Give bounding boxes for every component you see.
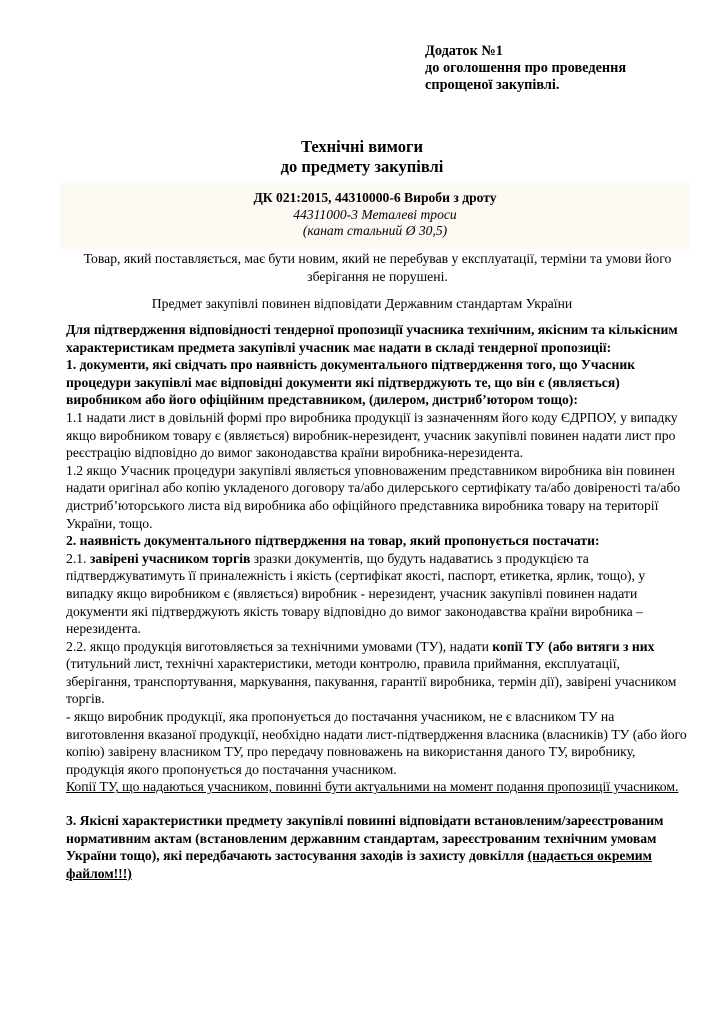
section-3-underlined: (надається окремим файлом!!!): [66, 848, 652, 881]
section-2-2: [66, 638, 688, 708]
section-2-heading: 2. наявність документального підтвердження на товар, який пропонується постачати:: [66, 533, 600, 549]
section-2-1-text: зразки документів, що будуть надаватись з продукцією та підтверджуватимуть її приналежність і якість (сертифікат якості, паспорт, етикетка, ярлик, тощо), у випадку якщо виробником є (являється) виробник - нерезидент, учасник закупівлі повинен надати документи які підтверджують якість товару відповідно до вимог законодавства країни виробника – нерезидента.: [66, 550, 646, 637]
section-1-heading: 1. документи, які свідчать про наявність документального підтвердження того, що Учасник процедури закупівлі має відповідні документи які підтверджують те, що він є (являється) виробником або його офіційним представником, (дилером, дистриб’ютором тощо):: [66, 357, 636, 408]
section-2-2-bold: копії ТУ (або витяги з них: [492, 638, 655, 654]
dk-subcode: 44311000-3 Металеві троси: [293, 206, 457, 222]
dk-classification: [60, 190, 690, 240]
section-2-2-note: - якщо виробник продукції, яка пропонується до постачання учасником, не є власником ТУ на виготовлення вказаної продукції, необхідно надати лист-підтвердження власника (власників) ТУ (або його копію) завірену власником ТУ, про передачу повноважень на використання даного ТУ, виробнику, продукція якого пропонується до постачання учасником.: [66, 709, 687, 777]
section-2-1-number: 2.1.: [66, 550, 87, 566]
section-3-text: 3. Якісні характеристики предмету закупівлі повинні відповідати встановленим/зареєстрованим нормативним актам (встановленим державним стандартам, зареєстрованим технічним умовам України тощо), які передбачають застосування заходів із захисту довкілля: [66, 813, 664, 864]
section-2-1-bold: завірені учасником торгів: [89, 550, 251, 566]
standard-note: Предмет закупівлі повинен відповідати Державним стандартам України: [151, 296, 573, 311]
section-2-1: [66, 550, 688, 638]
annex-line-2: до оголошення про проведення: [425, 60, 627, 76]
section-2-2-start: 2.2. якщо продукція виготовляється за технічними умовами (ТУ), надати: [66, 638, 489, 654]
title-line-2: до предмету закупівлі: [280, 156, 444, 176]
section-2-2-text: (титульний лист, технічні характеристики, методи контролю, правила приймання, експлуатації, зберігання, транспортування, маркування, пакування, гарантії виробника, термін дії), завірені учасником торгів.: [66, 656, 677, 707]
document-title: [0, 137, 724, 176]
dk-spec: (канат стальний Ø 30,5): [302, 223, 448, 239]
dk-code: ДК 021:2015, 44310000-6 Вироби з дроту: [253, 190, 497, 205]
section-spacer: [66, 796, 688, 812]
annex-line-3: спрощеної закупівлі.: [425, 77, 560, 93]
section-1-1: 1.1 надати лист в довільній формі про виробника продукції із зазначенням його коду ЄДРПОУ, у випадку якщо виробником товару є (являється) виробник-нерезидент, учасник закупівлі повинен надати лист про реєстрацію відповідно до вимог законодавства країни виробника-нерезидента.: [66, 409, 678, 461]
requirements-body: [66, 321, 688, 882]
annex-header: [425, 43, 626, 94]
section-3: [66, 812, 688, 882]
section-1-2: 1.2 якщо Учасник процедури закупівлі являється уповноваженим представником виробника він повинен надати оригінал або копію укладеного договору та/або дилерського сертифікату та/або довіреності та/або дистриб’юторського листа від виробника або офіційного представника виробника товару на території України, тощо.: [66, 462, 681, 531]
requirements-intro: Для підтвердження відповідності тендерної пропозиції учасника технічним, якісним та кількісним характеристикам предмета закупівлі учасник має надати в складі тендерної пропозиції:: [66, 322, 678, 355]
annex-number: Додаток №1: [425, 43, 503, 59]
section-2-2-underlined: Копії ТУ, що надаються учасником, повинні бути актуальними на момент подання пропозиції учасником.: [66, 779, 679, 795]
goods-note: Товар, який поставляється, має бути новим, який не перебував у експлуатації, терміни та умови його зберігання не порушені.: [83, 251, 672, 284]
title-line-1: Технічні вимоги: [301, 137, 423, 156]
